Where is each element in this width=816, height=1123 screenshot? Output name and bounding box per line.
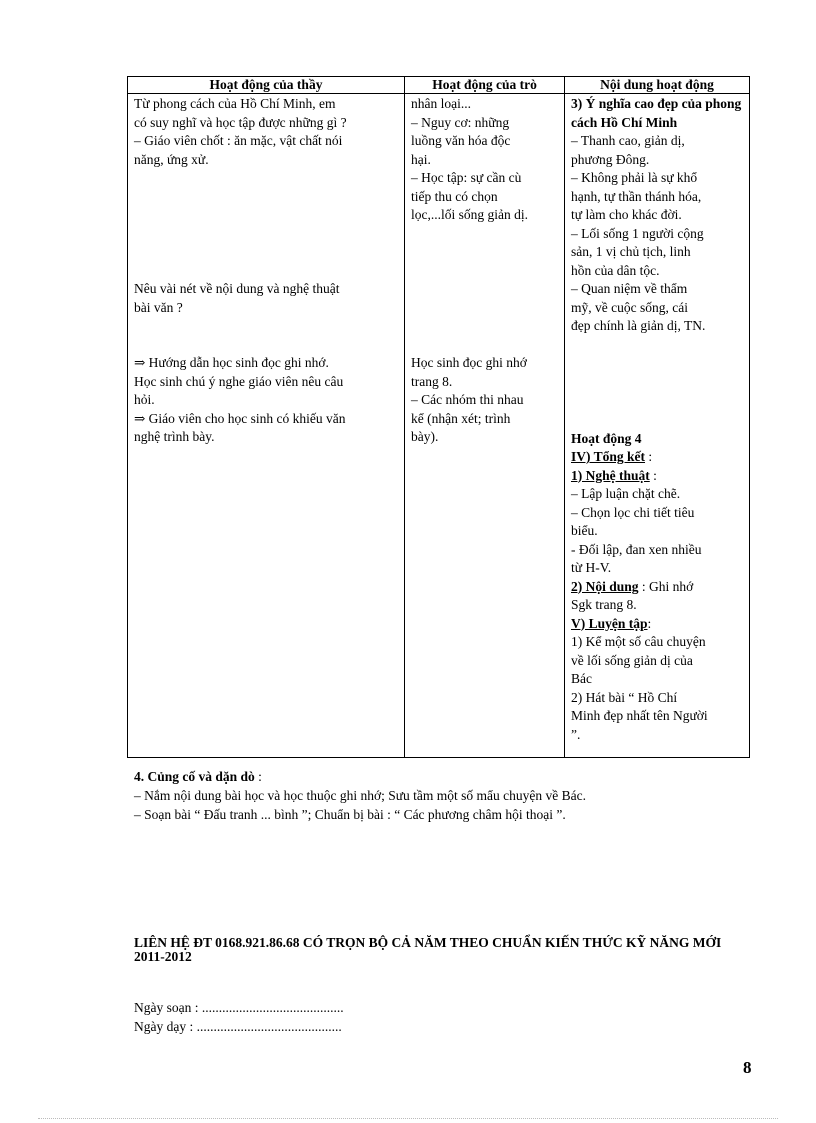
teacher-activity-line: nghệ trình bày. xyxy=(134,429,215,444)
student-activity-line: – Các nhóm thi nhau xyxy=(411,392,524,407)
content-title: 2) Nội dung xyxy=(571,578,639,594)
teacher-activity-line xyxy=(134,169,398,188)
contact-notice: LIÊN HỆ ĐT 0168.921.86.68 CÓ TRỌN BỘ CẢ NĂM THEO CHUẨN KIẾN THỨC KỸ NĂNG MỚI 2011-2012 xyxy=(134,935,722,964)
content-text: : Ghi nhớ xyxy=(638,578,694,594)
header-student-activity: Hoạt động của trò xyxy=(405,77,565,94)
content-line: hồn của dân tộc. xyxy=(571,262,660,278)
content-line: - Đối lập, đan xen nhiều xyxy=(571,541,702,557)
header-content: Nội dung hoạt động xyxy=(565,77,750,94)
practice-title: V) Luyện tập xyxy=(571,615,648,631)
page-number: 8 xyxy=(743,1058,752,1077)
teacher-activity-line xyxy=(134,225,398,244)
teacher-activity-line: hỏi. xyxy=(134,392,155,407)
content-line: – Chọn lọc chi tiết tiêu xyxy=(571,504,695,520)
content-line: mỹ, về cuộc sống, cái xyxy=(571,299,688,315)
content-line: tự làm cho khác đời. xyxy=(571,207,682,222)
teacher-activity-line: ⇒ Giáo viên cho học sinh có khiếu văn xyxy=(134,410,346,426)
content-line: 2) Hát bài “ Hồ Chí xyxy=(571,689,678,705)
consolidation-title-suffix: : xyxy=(254,769,262,784)
student-activity-cell xyxy=(405,94,565,758)
teacher-activity-line: ⇒ Hướng dẫn học sinh đọc ghi nhớ. xyxy=(134,355,329,370)
summary-colon: : xyxy=(645,449,653,464)
practice-colon: : xyxy=(647,615,652,631)
teacher-activity-line: – Giáo viên chốt : ăn mặc, vật chất nói xyxy=(134,133,343,148)
section3-title: 3) Ý nghĩa cao đẹp của phong cách Hồ Chí Minh xyxy=(571,96,742,130)
student-activity-line: hại. xyxy=(411,151,431,167)
student-activity-line xyxy=(411,280,558,299)
date-prepared: Ngày soạn : .......................................... xyxy=(134,1000,344,1015)
practice-heading xyxy=(571,615,743,634)
content-line: ”. xyxy=(571,726,581,742)
content-line: từ H-V. xyxy=(571,560,612,575)
lesson-table xyxy=(127,76,750,758)
teacher-activity-line xyxy=(134,336,398,355)
content-line: hạnh, tự thần thánh hóa, xyxy=(571,188,702,204)
student-activity-line: Học sinh đọc ghi nhớ xyxy=(411,355,527,370)
content-line: 1) Kể một số câu chuyện xyxy=(571,634,706,649)
art-heading xyxy=(571,467,743,486)
consolidation-line: – Nắm nội dung bài học và học thuộc ghi nhớ; Sưu tầm một số mẩu chuyện về Bác. xyxy=(134,788,586,803)
teacher-activity-line xyxy=(134,188,398,207)
summary-heading xyxy=(571,448,743,467)
content-text-2: Sgk trang 8. xyxy=(571,597,637,612)
teacher-activity-line: bài văn ? xyxy=(134,299,183,315)
student-activity-line: kể (nhận xét; trình xyxy=(411,410,511,426)
date-taught: Ngày dạy : ........................................... xyxy=(134,1019,342,1034)
content-line: Minh đẹp nhất tên Người xyxy=(571,708,708,723)
summary-title: IV) Tổng kết xyxy=(571,449,646,464)
teacher-activity-line: Học sinh chú ý nghe giáo viên nêu câu xyxy=(134,373,344,389)
content-line: – Quan niệm về thẩm xyxy=(571,281,688,296)
student-activity-line xyxy=(411,243,558,262)
table-row xyxy=(128,94,750,758)
teacher-activity-line: năng, ứng xử. xyxy=(134,151,209,167)
content-line: – Lập luận chặt chẽ. xyxy=(571,486,681,501)
content-line: biểu. xyxy=(571,523,598,538)
content-line: Bác xyxy=(571,671,592,686)
content-cell xyxy=(565,94,750,758)
consolidation-heading xyxy=(134,767,754,786)
consolidation-title: 4. Củng cố và dặn dò xyxy=(134,769,255,784)
content-line: – Lối sống 1 người cộng xyxy=(571,225,704,241)
student-activity-line xyxy=(411,262,558,281)
student-activity-line: luồng văn hóa độc xyxy=(411,133,511,148)
content-line: – Không phải là sự khổ xyxy=(571,170,698,185)
student-activity-line: bày). xyxy=(411,429,439,444)
teacher-activity-line xyxy=(134,262,398,281)
art-title: 1) Nghệ thuật xyxy=(571,467,650,483)
teacher-activity-line xyxy=(134,243,398,262)
content-line: sản, 1 vị chủ tịch, linh xyxy=(571,244,691,259)
teacher-activity-line: Nêu vài nét về nội dung và nghệ thuật xyxy=(134,281,340,296)
content-line: về lối sống giản dị của xyxy=(571,652,693,668)
teacher-activity-line: có suy nghĩ và học tập được những gì ? xyxy=(134,114,347,130)
content-line: phương Đông. xyxy=(571,151,650,167)
footer-divider xyxy=(38,1118,778,1119)
student-activity-line: – Nguy cơ: những xyxy=(411,114,510,130)
activity4-label: Hoạt động 4 xyxy=(571,430,642,446)
consolidation-section xyxy=(134,767,754,824)
dates-section xyxy=(134,998,344,1036)
student-activity-line: trang 8. xyxy=(411,373,453,389)
content-heading xyxy=(571,578,743,597)
student-activity-line xyxy=(411,299,558,318)
student-activity-line xyxy=(411,225,558,244)
teacher-activity-line xyxy=(134,206,398,225)
content-line: – Thanh cao, giản dị, xyxy=(571,133,685,148)
student-activity-line: nhân loại... xyxy=(411,96,471,111)
teacher-activity-line xyxy=(134,317,398,336)
student-activity-line: lọc,...lối sống giản dị. xyxy=(411,207,528,222)
section3-items xyxy=(571,132,743,336)
student-activity-line: tiếp thu có chọn xyxy=(411,188,498,204)
teacher-activity-cell xyxy=(128,94,405,758)
header-teacher-activity: Hoạt động của thầy xyxy=(128,77,405,94)
art-colon: : xyxy=(649,467,657,483)
art-items xyxy=(571,485,743,578)
practice-items xyxy=(571,633,743,744)
student-activity-line xyxy=(411,317,558,336)
consolidation-line: – Soạn bài “ Đấu tranh ... bình ”; Chuẩn bị bài : “ Các phương châm hội thoại ”. xyxy=(134,807,566,822)
content-line: đẹp chính là giản dị, TN. xyxy=(571,318,706,333)
table-header-row xyxy=(128,77,750,94)
teacher-activity-line: Từ phong cách của Hồ Chí Minh, em xyxy=(134,96,336,111)
student-activity-line: – Học tập: sự cần cù xyxy=(411,170,522,185)
student-activity-line xyxy=(411,336,558,355)
